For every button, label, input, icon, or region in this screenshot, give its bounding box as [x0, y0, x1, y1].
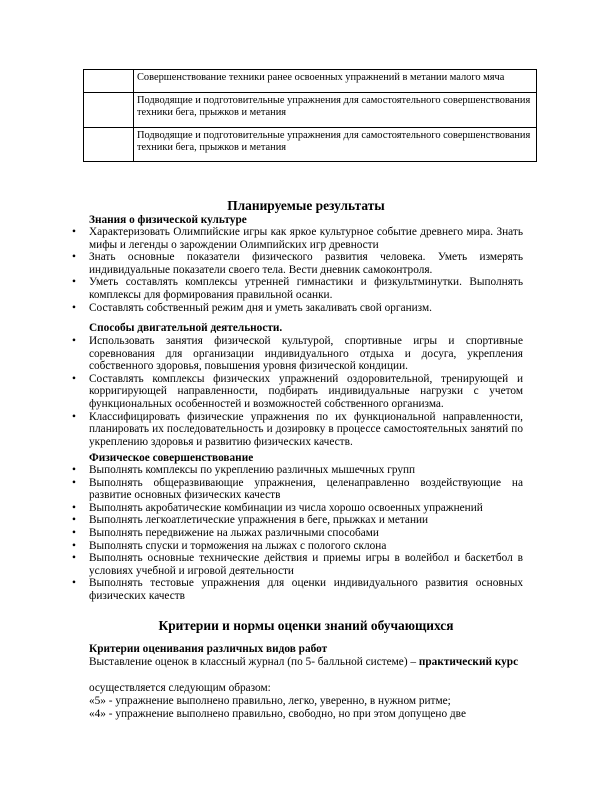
- table-cell-empty: [84, 128, 134, 162]
- list-item: • Выполнять спуски и торможения на лыжах с пологого склона: [89, 540, 523, 553]
- activity-list: [89, 335, 523, 448]
- criteria-title: Критерии и нормы оценки знаний обучающихся: [158, 618, 454, 633]
- criteria-line: «5» - упражнение выполнено правильно, легко, уверенно, в нужном ритме;: [89, 695, 451, 707]
- list-item: • Выполнять тестовые упражнения для оценки индивидуального развития основных физических качеств: [89, 577, 523, 602]
- table-cell-text: Подводящие и подготовительные упражнения для самостоятельного совершенствования техники бега, прыжков и метания: [134, 128, 537, 162]
- criteria-intro-bold: практический курс: [418, 656, 519, 668]
- table-row: [84, 128, 537, 162]
- list-item: • Выполнять легкоатлетические упражнения в беге, прыжках и метании: [89, 514, 523, 527]
- list-item: • Составлять собственный режим дня и уметь закаливать свой организм.: [89, 302, 523, 315]
- improvement-heading: Физическое совершенствование: [89, 452, 254, 464]
- results-title: Планируемые результаты: [227, 198, 385, 213]
- criteria-heading: Критерии оценивания различных видов работ: [89, 643, 328, 655]
- table-cell-text: Подводящие и подготовительные упражнения для самостоятельного совершенствования техники бега, прыжков и метания: [134, 93, 537, 128]
- criteria-line: «4» - упражнение выполнено правильно, свободно, но при этом допущено две: [89, 708, 466, 720]
- list-item: • Знать основные показатели физического развития человека. Уметь измерять индивидуальные показатели своего тела. Вести дневник самоконтроля.: [89, 251, 523, 276]
- list-item: • Выполнять комплексы по укреплению различных мышечных групп: [89, 464, 523, 477]
- list-item: • Использовать занятия физической культурой, спортивные игры и спортивные соревнования для организации индивидуального отдыха и досуга, укрепления собственного здоровья, повышения уровня физической кондиции.: [89, 335, 523, 373]
- list-item: • Характеризовать Олимпийские игры как яркое культурное событие древнего мира. Знать мифы и легенды о зарождении Олимпийских игр древности: [89, 226, 523, 251]
- criteria-intro-text: Выставление оценок в классный журнал (по 5- балльной системе) –: [89, 656, 419, 668]
- table-row: [84, 70, 537, 93]
- knowledge-heading: Знания о физической культуре: [89, 214, 247, 226]
- table-cell-text: Совершенствование техники ранее освоенных упражнений в метании малого мяча: [134, 70, 537, 93]
- list-item: • Классифицировать физические упражнения по их функциональной направленности, планировать их последовательность и дозировку в процессе самостоятельных занятий по укреплению здоровья и развитию физических качеств.: [89, 411, 523, 449]
- exercise-table: [83, 69, 537, 162]
- table-cell-empty: [84, 70, 134, 93]
- knowledge-list: [89, 226, 523, 314]
- list-item: • Уметь составлять комплексы утренней гимнастики и физкультминутки. Выполнять комплексы для формирования правильной осанки.: [89, 276, 523, 301]
- list-item: • Выполнять основные технические действия и приемы игры в волейбол и баскетбол в условиях учебной и игровой деятельности: [89, 552, 523, 577]
- table-row: [84, 93, 537, 128]
- activity-heading: Способы двигательной деятельности.: [89, 322, 283, 334]
- list-item: • Выполнять общеразвивающие упражнения, целенаправленно воздействующие на развитие основных физических качеств: [89, 477, 523, 502]
- criteria-line: осуществляется следующим образом:: [89, 682, 271, 694]
- criteria-intro: [89, 656, 523, 669]
- table-cell-empty: [84, 93, 134, 128]
- improvement-list: [89, 464, 523, 603]
- list-item: • Выполнять акробатические комбинации из числа хорошо освоенных упражнений: [89, 502, 523, 515]
- list-item: • Составлять комплексы физических упражнений оздоровительной, тренирующей и корригирующей направленности, подбирать индивидуальные нагрузки с учетом функциональных особенностей и возможностей собственного организма.: [89, 373, 523, 411]
- list-item: • Выполнять передвижение на лыжах различными способами: [89, 527, 523, 540]
